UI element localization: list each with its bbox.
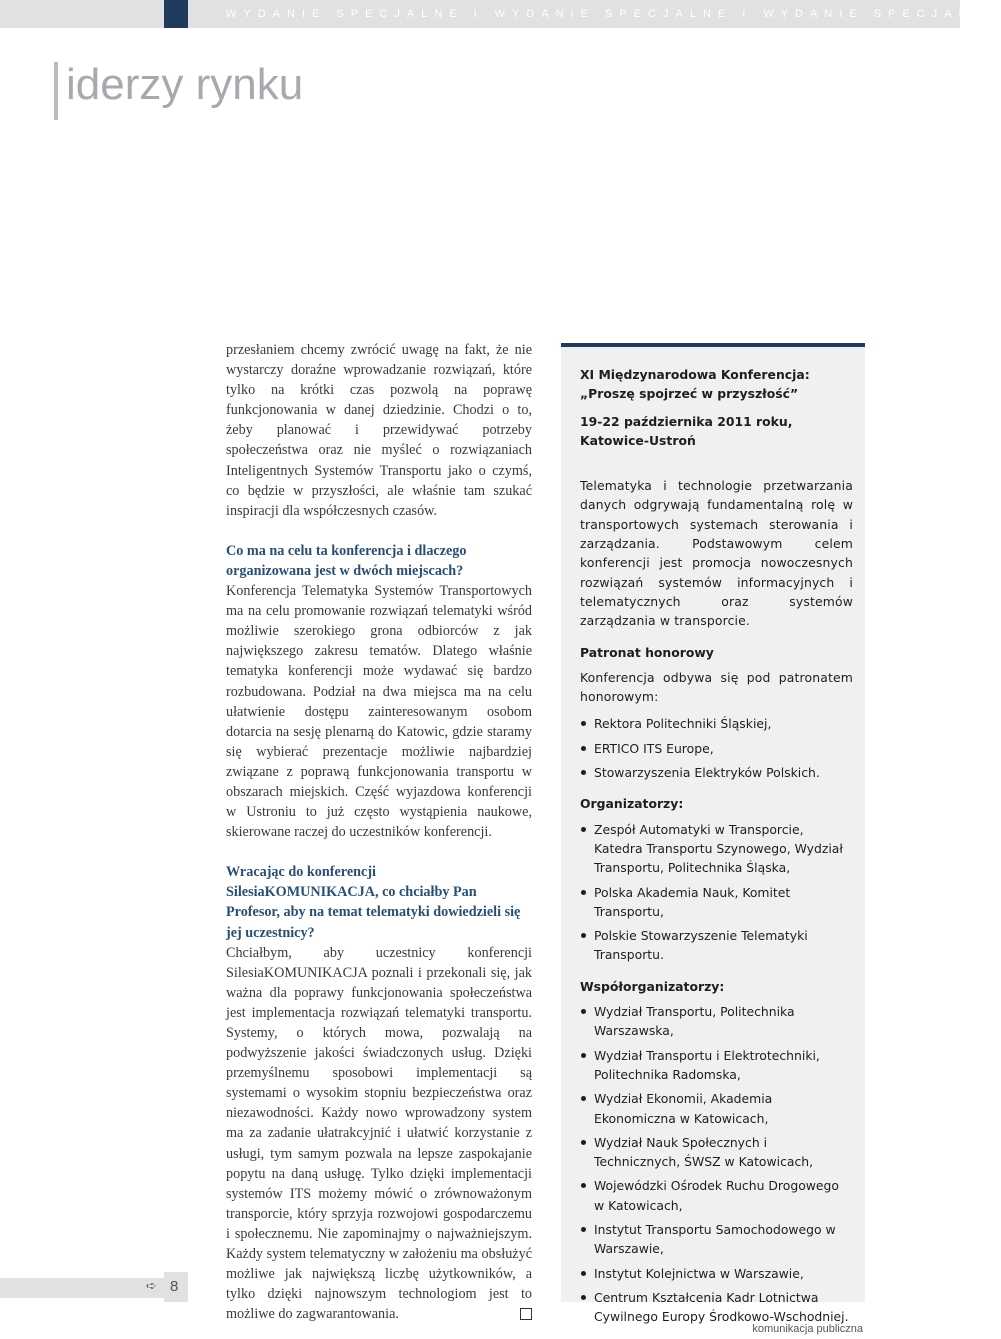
banner-separator-2: I [742,8,746,20]
article-paragraph-3-text: Chciałbym, aby uczestnicy konferencji SilesiaKOMUNIKACJA poznali i przekonali się, jak ważna dla poprawy funkcjonowania społeczeństwa jest implementacja rozwiązań telematyki transportu. Systemy, o których mowa, pozwalają na podwyższenie jakości świadczonych usług. Dzięki przemyślnemu sposobowi implementacji są systemami o wysokim stopniu bezpieczeństwa oraz niezawodności. Każdy nowo wprowadzony system ma za zadanie ułatrakcyjnić i ułatwić korzystanie z usługi, tym samym pozwala na lepsze zaspokajanie popytu na daną usługę. Tylko dzięki implementacji systemów ITS możemy mówić o zrównoważonym transporcie, który sprzyja rozwojowi gospodarczemu i społecznemu. Nie zapominajmy o najważniejszym. Każdy system telematyczny w założeniu ma obsłużyć możliwe jak największą liczbę użytkowników, a tylko dzięki najnowszym technologiom jest to możliwe do zagwarantowania. [226,944,532,1323]
article-paragraph-2: Konferencja Telematyka Systemów Transportowych ma na celu promowanie rozwiązań telematyki wśród możliwie szerokiego grona odbiorców z jak największego zakresu tematów. Dlatego właśnie tematyka konferencji może wydawać się bardzo rozbudowana. Podział na dwa miejsca ma na celu ułatwienie dostępu zainteresowanym osobom dotarcia na sesję plenarną do Katowic, gdzie staramy się wybierać prezentacje możliwie najbardziej związane z poprawą funkcjonowania transportu w obszarach miejskich. Część wyjazdowa konferencji w Ustroniu to już często wystąpienia naukowe, skierowane raczej do uczestników konferencji. [226,583,532,841]
conference-description: Telematyka i technologie przetwarzania danych odgrywają fundamentalną rolę w transportowych systemach sterowania i zarządzania. Podstawowym celem konferencji jest promocja nowoczesnych rozwiązań systemów informacyjnych i telematycznych oraz systemów zarządzania w transporcie. [580,478,853,629]
article-column [226,340,532,1324]
list-item: Zespół Automatyki w Transporcie, Katedra Transportu Szynowego, Wydział Transportu, Politechnika Śląska, [580,820,853,878]
patronage-intro: Konferencja odbywa się pod patronatem honorowym: [580,669,853,705]
list-item: Stowarzyszenia Elektryków Polskich. [580,763,853,782]
coorganizers-list [580,1002,853,1326]
list-item: Centrum Kształcenia Kadr Lotnictwa Cywilnego Europy Środkowo-Wschodniej. [580,1288,853,1327]
article-paragraph-1: przesłaniem chcemy zwrócić uwagę na fakt, że nie wystarczy doraźne wprowadzanie rozwiązań, które tylko na krótki czas pozwolą na poprawę funkcjonowania w danej dziedzinie. Chodzi o to, żeby planować i przewidywać potrzeby społeczeństwa oraz nie myśleć o rozwiązaniach Inteligentnych Systemów Transportu jako o czymś, co będzie w przyszłości, ale właśnie tam szukać inspiracji dla współczesnych czasów. [226,342,532,519]
list-item: Polskie Stowarzyszenie Telematyki Transportu. [580,926,853,965]
list-item: Wojewódzki Ośrodek Ruchu Drogowego w Katowicach, [580,1176,853,1215]
footer-publication-name: komunikacja publiczna [752,1323,863,1335]
banner-text-3: WYDANIE SPECJALNE [763,8,1001,20]
title-accent-bar [54,62,58,120]
conference-info-box [561,343,865,1325]
organizers-heading: Organizatorzy: [580,796,684,812]
banner-text-2: WYDANIE SPECJALNE [494,8,733,20]
list-item: Instytut Kolejnictwa w Warszawie, [580,1264,853,1283]
conference-title-line-1: XI Międzynarodowa Konferencja: [580,367,810,382]
patrons-list [580,714,853,782]
list-item: Polska Akademia Nauk, Komitet Transportu, [580,883,853,922]
list-item: ERTICO ITS Europe, [580,739,853,758]
list-item: Rektora Politechniki Śląskiej, [580,714,853,733]
coorganizers-heading: Współorganizatorzy: [580,978,725,994]
section-title: iderzy rynku [66,60,304,109]
conference-date [580,412,853,451]
patronage-heading: Patronat honorowy [580,644,714,660]
conference-date-line-1: 19-22 października 2011 roku, [580,413,793,429]
article-question-1: Co ma na celu ta konferencja i dlaczego organizowana jest w dwóch miejscach? [226,542,467,579]
article-question-2: Wracając do konferencji SilesiaKOMUNIKACJA, co chciałby Pan Profesor, aby na temat telematyki dowiedzieli się jej uczestnicy? [226,864,521,941]
conference-title-line-2: „Proszę spojrzeć w przyszłość” [580,386,799,402]
list-item: Wydział Transportu i Elektrotechniki, Politechnika Radomska, [580,1046,853,1085]
arrow-right-icon: ➪ [146,1279,157,1294]
organizers-list [580,820,853,965]
banner-text-1: WYDANIE SPECJALNE [226,8,464,20]
page-number-bar [0,1278,188,1298]
end-of-article-square-icon [520,1308,532,1320]
list-item: Wydział Nauk Społecznych i Technicznych, ŚWSZ w Katowicach, [580,1133,853,1172]
conference-location: Katowice-Ustroń [580,432,696,448]
page-number: 8 [170,1278,179,1295]
list-item: Instytut Transportu Samochodowego w Warszawie, [580,1220,853,1259]
article-paragraph-3 [226,943,532,1325]
header-accent-block [164,0,188,28]
banner-separator-1: I [473,8,477,20]
list-item: Wydział Transportu, Politechnika Warszawska, [580,1002,853,1041]
spacer [226,842,532,862]
header-banner [226,8,1001,20]
conference-title [580,365,853,404]
list-item: Wydział Ekonomii, Akademia Ekonomiczna w Katowicach, [580,1089,853,1128]
